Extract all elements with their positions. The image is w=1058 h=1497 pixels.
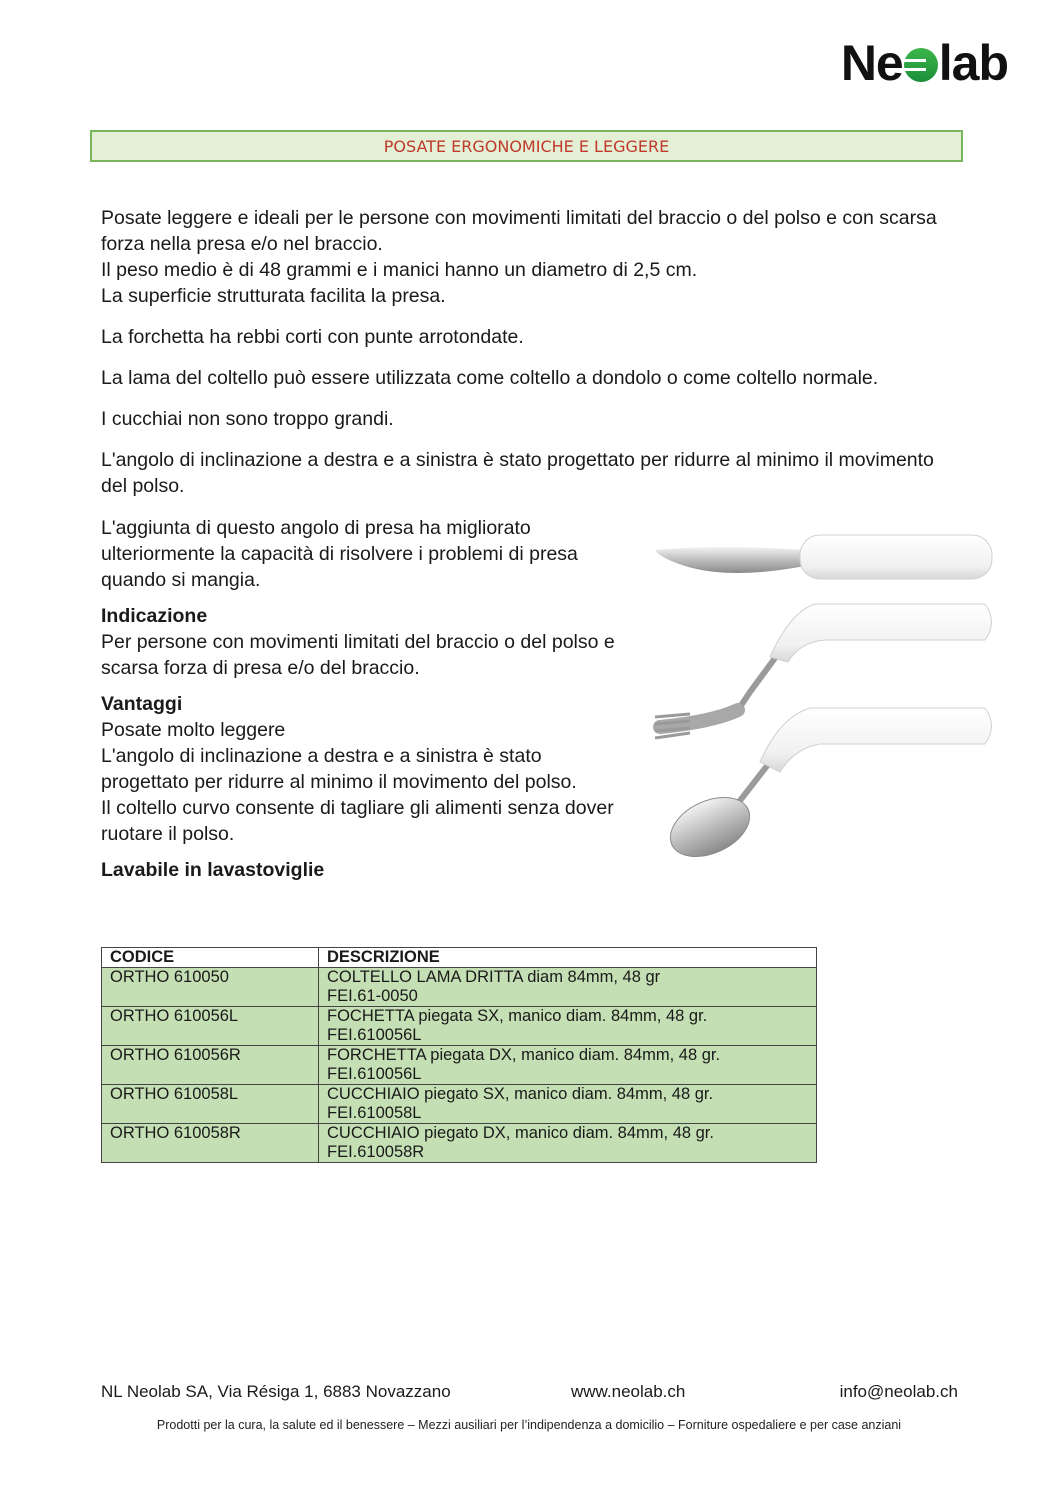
indicazione-section <box>101 603 631 681</box>
lavabile-section <box>101 857 631 883</box>
row-description <box>319 968 817 1007</box>
row-description <box>319 1007 817 1046</box>
row-description <box>319 1046 817 1085</box>
row-ref: FEI.61-0050 <box>327 987 418 1005</box>
logo-text-right: lab <box>938 35 1008 91</box>
row-code: ORTHO 610058L <box>102 1085 319 1124</box>
row-ref: FEI.610056L <box>327 1026 422 1044</box>
vantaggi-section <box>101 691 631 847</box>
footer-email-link[interactable]: info@neolab.ch <box>839 1382 958 1401</box>
intro-line-2: Il peso medio è di 48 grammi e i manici hanno un diametro di 2,5 cm. <box>101 259 698 281</box>
indicazione-text: Per persone con movimenti limitati del braccio o del polso e scarsa forza di presa e/o del braccio. <box>101 631 615 679</box>
page-title: POSATE ERGONOMICHE E LEGGERE <box>90 130 963 162</box>
intro-paragraph <box>101 205 961 309</box>
spoon-paragraph: I cucchiai non sono troppo grandi. <box>101 408 394 430</box>
table-row <box>102 1046 817 1085</box>
knife-paragraph: La lama del coltello può essere utilizzata come coltello a dondolo o come coltello normale. <box>101 367 879 389</box>
spoon-image <box>661 708 992 868</box>
table-row <box>102 968 817 1007</box>
vantaggi-line-3: Il coltello curvo consente di tagliare gli alimenti senza dover ruotare il polso. <box>101 797 614 845</box>
row-ref: FEI.610056L <box>327 1065 422 1083</box>
footer-address: NL Neolab SA, Via Résiga 1, 6883 Novazzano <box>101 1382 451 1401</box>
vantaggi-line-1: Posate molto leggere <box>101 719 286 741</box>
row-code: ORTHO 610050 <box>102 968 319 1007</box>
row-desc-text: CUCCHIAIO piegato DX, manico diam. 84mm, 48 gr. <box>327 1124 714 1142</box>
cutlery-photo <box>640 522 1000 874</box>
logo-text-left: Ne <box>840 35 903 91</box>
product-codes-table <box>101 947 817 1163</box>
fork-paragraph: La forchetta ha rebbi corti con punte arrotondate. <box>101 326 524 348</box>
footer-tagline: Prodotti per la cura, la salute ed il benessere – Mezzi ausiliari per l’indipendenza a domicilio – Forniture ospedaliere e per case anziani <box>156 1418 902 1432</box>
neolab-logo <box>841 34 1008 92</box>
header-descrizione: DESCRIZIONE <box>319 948 817 968</box>
row-desc-text: FOCHETTA piegata SX, manico diam. 84mm, 48 gr. <box>327 1007 708 1025</box>
row-description <box>319 1124 817 1163</box>
details-block <box>101 515 631 893</box>
vantaggi-heading: Vantaggi <box>101 693 183 715</box>
row-code: ORTHO 610058R <box>102 1124 319 1163</box>
lavabile-heading: Lavabile in lavastoviglie <box>101 859 325 881</box>
logo-globe-icon <box>904 48 938 82</box>
row-description <box>319 1085 817 1124</box>
table-row <box>102 1007 817 1046</box>
intro-line-1: Posate leggere e ideali per le persone con movimenti limitati del braccio o del polso e con scarsa forza nella presa e/o nel braccio. <box>101 207 937 255</box>
table-header-row <box>102 948 817 968</box>
table-row <box>102 1124 817 1163</box>
grip-paragraph: L'aggiunta di questo angolo di presa ha migliorato ulteriormente la capacità di risolvere i problemi di presa quando si mangia. <box>101 517 578 591</box>
row-desc-text: CUCCHIAIO piegato SX, manico diam. 84mm, 48 gr. <box>327 1085 714 1103</box>
angle-paragraph: L'angolo di inclinazione a destra e a sinistra è stato progettato per ridurre al minimo il movimento del polso. <box>101 449 934 497</box>
knife-image <box>655 535 992 579</box>
intro-line-3: La superficie strutturata facilita la presa. <box>101 285 446 307</box>
footer-website-link[interactable]: www.neolab.ch <box>571 1382 686 1401</box>
row-code: ORTHO 610056R <box>102 1046 319 1085</box>
header-codice: CODICE <box>102 948 319 968</box>
vantaggi-line-2: L'angolo di inclinazione a destra e a sinistra è stato progettato per ridurre al minimo il movimento del polso. <box>101 745 577 793</box>
row-desc-text: COLTELLO LAMA DRITTA diam 84mm, 48 gr <box>327 968 661 986</box>
row-code: ORTHO 610056L <box>102 1007 319 1046</box>
description-block <box>101 205 961 514</box>
row-ref: FEI.610058L <box>327 1104 422 1122</box>
table-row <box>102 1085 817 1124</box>
row-desc-text: FORCHETTA piegata DX, manico diam. 84mm, 48 gr. <box>327 1046 721 1064</box>
indicazione-heading: Indicazione <box>101 605 208 627</box>
row-ref: FEI.610058R <box>327 1143 425 1161</box>
